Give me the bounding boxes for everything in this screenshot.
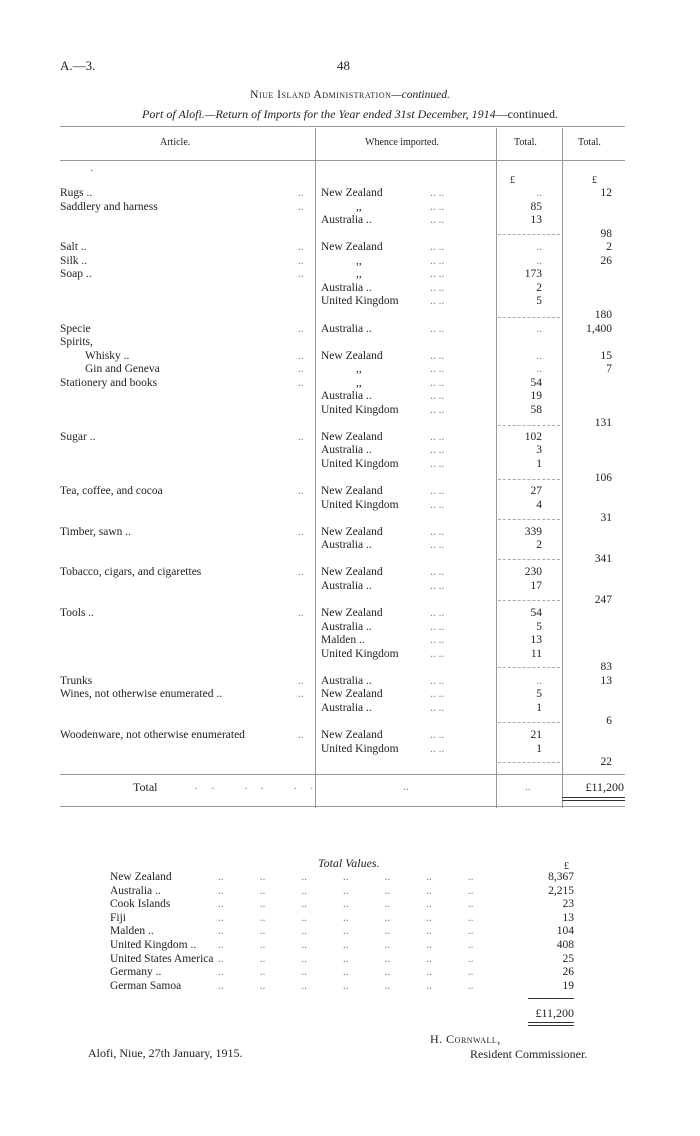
whence-cell: United Kingdom — [321, 458, 399, 470]
article-cell: Wines, not otherwise enumerated .. — [60, 688, 223, 700]
total-2-cell: 13 — [600, 675, 612, 687]
country-name: Germany .. — [110, 966, 162, 979]
subtotal-rule — [498, 667, 560, 668]
leader-dots: .. .. — [430, 323, 445, 335]
total-1-cell: 1 — [536, 702, 542, 714]
subtotal-rule — [498, 762, 560, 763]
leader-dots: .. .. — [430, 499, 445, 511]
leader-dots: .. .. .. .. .. .. .. — [218, 966, 474, 979]
total-1-cell: 54 — [530, 607, 542, 619]
total-1-cell: .. — [536, 255, 542, 267]
article-cell: Woodenware, not otherwise enumerated — [60, 729, 245, 741]
signatory-name: H. Cornwall, — [430, 1032, 501, 1046]
whence-cell: Australia .. — [321, 444, 372, 456]
whence-cell: ,, — [356, 377, 362, 389]
total-2-cell: 83 — [600, 661, 612, 673]
leader-dots: .. .. — [430, 634, 445, 646]
leader-dots: .. — [298, 607, 304, 619]
total-values-rule — [528, 998, 574, 999]
whence-cell: New Zealand — [321, 729, 383, 741]
total-1-cell: 5 — [536, 621, 542, 633]
leader-dots: .. — [298, 255, 304, 267]
double-rule — [528, 1025, 574, 1026]
country-name: United States America — [110, 952, 214, 965]
leader-dots: .. .. — [430, 404, 445, 416]
whence-cell: ,, — [356, 268, 362, 280]
total-1-cell: 13 — [530, 214, 542, 226]
leader-dots: .. .. — [430, 377, 445, 389]
total-2-cell: 247 — [594, 594, 612, 606]
total-1-cell: 27 — [530, 485, 542, 497]
total-1-cell: 85 — [530, 201, 542, 213]
double-rule — [528, 1022, 574, 1023]
leader-dots: .. .. — [430, 282, 445, 294]
leader-dots: .. .. — [430, 431, 445, 443]
country-value: 23 — [562, 898, 574, 911]
total-1-cell: 4 — [536, 499, 542, 511]
column-header-total-2: Total. — [578, 137, 601, 148]
leader-dots: .. .. — [430, 201, 445, 213]
leader-dots: .. .. — [430, 526, 445, 538]
leader-dots: .. — [298, 688, 304, 700]
total-1-cell: 5 — [536, 688, 542, 700]
subtotal-rule — [498, 722, 560, 723]
leader-dots: .. — [298, 485, 304, 497]
total-2-cell: 180 — [594, 309, 612, 321]
total-2-cell: 15 — [600, 350, 612, 362]
total-1-cell: 1 — [536, 743, 542, 755]
leader-dots: .. .. .. .. .. .. .. — [218, 884, 474, 897]
country-name: Australia .. — [110, 884, 161, 897]
total-1-cell: .. — [536, 363, 542, 375]
leader-dots: .. — [298, 431, 304, 443]
total-label: Total — [133, 780, 158, 794]
country-value: 2,215 — [548, 884, 574, 897]
whence-cell: Australia .. — [321, 214, 372, 226]
leader-dots: .. .. — [430, 702, 445, 714]
total-1-cell: .. — [536, 241, 542, 253]
leader-dots: .. .. .. — [195, 781, 327, 792]
total-1-cell: 102 — [524, 431, 542, 443]
total-1-cell: 11 — [530, 648, 542, 660]
country-value: 408 — [556, 939, 574, 951]
title-suffix: —continued. — [391, 89, 450, 101]
subtitle-return: —Return of Imports for the Year ended 31st December, 1914 — [204, 107, 496, 121]
whence-cell: United Kingdom — [321, 743, 399, 755]
signatory-title: Resident Commissioner. — [470, 1047, 588, 1061]
article-cell: Silk .. — [60, 255, 88, 267]
page-title — [0, 89, 700, 101]
country-name: German Samoa — [110, 979, 182, 992]
total-2-cell: 341 — [594, 553, 612, 565]
leader-dots: .. .. — [430, 607, 445, 619]
column-header-article: Article. — [160, 137, 191, 148]
leader-dots: .. — [298, 268, 304, 280]
leader-dots: .. — [298, 363, 304, 375]
total-2-cell: 2 — [606, 241, 612, 253]
total-1-cell: .. — [536, 675, 542, 687]
leader-dots: .. .. — [430, 268, 445, 280]
leader-dots: .. .. — [430, 743, 445, 755]
article-cell: Timber, sawn .. — [60, 526, 131, 538]
article-cell: Soap .. — [60, 268, 92, 280]
subtotal-rule — [498, 234, 560, 235]
leader-dots: .. .. — [430, 458, 445, 470]
total-2-cell: 131 — [594, 417, 612, 429]
whence-cell: New Zealand — [321, 187, 383, 199]
article-cell: Tobacco, cigars, and cigarettes — [60, 566, 202, 578]
total-values-currency: £ — [564, 861, 569, 872]
article-cell: Salt .. — [60, 241, 87, 253]
total-2-cell: 98 — [600, 228, 612, 240]
article-cell: Rugs .. — [60, 187, 93, 199]
leader-dots: .. — [298, 526, 304, 538]
whence-cell: ,, — [356, 363, 362, 375]
subtotal-rule — [498, 479, 560, 480]
leader-dots: .. .. — [430, 566, 445, 578]
column-header-whence: Whence imported. — [365, 137, 439, 148]
article-cell: Whisky .. — [85, 350, 130, 362]
total-1-cell: 339 — [524, 526, 542, 538]
leader-dots: .. .. — [430, 621, 445, 633]
whence-cell: New Zealand — [321, 526, 383, 538]
leader-dots: .. .. .. .. .. .. .. — [218, 939, 474, 951]
whence-cell: Malden .. — [321, 634, 365, 646]
leader-dots: .. — [298, 241, 304, 253]
leader-dots: .. .. — [430, 214, 445, 226]
total-2-cell: 26 — [600, 255, 612, 267]
total-1-cell: 54 — [530, 377, 542, 389]
currency-symbol-2: £ — [592, 175, 597, 186]
currency-symbol-1: £ — [510, 175, 515, 186]
whence-cell: New Zealand — [321, 241, 383, 253]
leader-dots: .. .. — [430, 580, 445, 592]
document-reference: A.—3. — [60, 58, 96, 73]
leader-dots: .. .. — [430, 363, 445, 375]
leader-dots: .. .. .. .. .. .. .. — [218, 911, 474, 924]
country-name: Malden .. — [110, 925, 154, 938]
leader-dots: .. .. — [430, 675, 445, 687]
whence-cell: ,, — [356, 201, 362, 213]
total-1-cell: 3 — [536, 444, 542, 456]
total-1-cell: 19 — [530, 390, 542, 402]
whence-cell: United Kingdom — [321, 295, 399, 307]
total-1-cell: 58 — [530, 404, 542, 416]
total-t1: .. — [525, 781, 531, 793]
leader-dots: .. .. — [430, 485, 445, 497]
whence-cell: New Zealand — [321, 607, 383, 619]
leader-dots: .. .. .. .. .. .. .. — [218, 979, 474, 992]
leader-dots: .. .. — [430, 688, 445, 700]
leader-dots: .. — [298, 350, 304, 362]
total-1-cell: 17 — [530, 580, 542, 592]
total-1-cell: 230 — [524, 566, 542, 578]
total-1-cell: 1 — [536, 458, 542, 470]
whence-cell: New Zealand — [321, 688, 383, 700]
leader-dots: .. — [298, 377, 304, 389]
country-value: 19 — [562, 979, 574, 992]
whence-cell: Australia .. — [321, 675, 372, 687]
whence-cell: United Kingdom — [321, 404, 399, 416]
whence-cell: Australia .. — [321, 580, 372, 592]
total-1-cell: .. — [536, 350, 542, 362]
total-2-cell: 12 — [600, 187, 612, 199]
article-cell: Specie — [60, 323, 91, 335]
whence-cell: Australia .. — [321, 282, 372, 294]
whence-cell: Australia .. — [321, 390, 372, 402]
header-rule — [60, 160, 625, 161]
place-and-date: Alofi, Niue, 27th January, 1915. — [88, 1046, 243, 1060]
subtotal-rule — [498, 519, 560, 520]
total-2-cell: 106 — [594, 472, 612, 484]
article-cell: Stationery and books — [60, 377, 158, 389]
total-1-cell: 2 — [536, 539, 542, 551]
country-name: Cook Islands — [110, 898, 171, 911]
leader-dots: .. — [298, 323, 304, 335]
page-subtitle — [0, 107, 700, 122]
subtotal-rule — [498, 317, 560, 318]
total-1-cell: 5 — [536, 295, 542, 307]
whence-cell: New Zealand — [321, 566, 383, 578]
whence-cell: Australia .. — [321, 621, 372, 633]
total-1-cell: 13 — [530, 634, 542, 646]
article-cell: Tea, coffee, and cocoa — [60, 485, 163, 497]
article-cell: Saddlery and harness — [60, 201, 158, 213]
leader-dots: .. — [298, 201, 304, 213]
country-value: 26 — [562, 966, 574, 979]
whence-cell: Australia .. — [321, 323, 372, 335]
subtotal-rule — [498, 559, 560, 560]
total-1-cell: 173 — [524, 268, 542, 280]
whence-cell: ,, — [356, 255, 362, 267]
subtitle-port: Port of Alofi. — [142, 107, 205, 121]
leader-dots: .. .. — [430, 539, 445, 551]
article-cell: Trunks — [60, 675, 93, 687]
whence-cell: United Kingdom — [321, 648, 399, 660]
total-2-cell: 6 — [606, 715, 612, 727]
leader-dots: .. .. .. .. .. .. .. — [218, 898, 474, 911]
subtotal-rule — [498, 425, 560, 426]
table-top-rule — [60, 126, 625, 127]
leader-dots: .. .. .. .. .. .. .. — [218, 871, 474, 883]
article-cell: Gin and Geneva — [85, 363, 160, 375]
country-name: Fiji — [110, 911, 126, 924]
country-name: United Kingdom .. — [110, 939, 197, 951]
leader-dots: .. .. — [430, 295, 445, 307]
subtitle-suffix: —continued. — [495, 107, 558, 121]
country-name: New Zealand — [110, 871, 172, 883]
total-1-cell: .. — [536, 187, 542, 199]
title-main: Niue Island Administration — [250, 89, 392, 101]
leader-dots: .. .. — [430, 729, 445, 741]
whence-cell: New Zealand — [321, 350, 383, 362]
total-2-cell: 1,400 — [586, 323, 612, 335]
leader-dots: .. .. — [430, 255, 445, 267]
page-number: 48 — [337, 58, 350, 73]
total-2-cell: 7 — [606, 363, 612, 375]
leader-dots: .. .. .. .. .. .. .. — [218, 952, 474, 965]
column-divider — [315, 128, 316, 808]
leader-dots: .. .. .. .. .. .. .. — [218, 925, 474, 938]
article-cell: Sugar .. — [60, 431, 96, 443]
grand-total-value: £11,200 — [585, 780, 624, 794]
double-rule — [562, 797, 625, 798]
country-value: 25 — [562, 952, 574, 965]
whence-cell: New Zealand — [321, 485, 383, 497]
leader-dots: .. .. — [430, 390, 445, 402]
whence-cell: Australia .. — [321, 539, 372, 551]
total-whence: .. — [403, 781, 409, 793]
article-cell: Tools .. — [60, 607, 95, 619]
country-value: 13 — [562, 911, 574, 924]
subtotal-rule — [498, 600, 560, 601]
leader-dots: .. — [298, 675, 304, 687]
article-cell: Spirits, — [60, 336, 93, 348]
stray-mark: · — [90, 166, 94, 177]
leader-dots: .. .. — [430, 444, 445, 456]
country-value: 104 — [556, 925, 574, 938]
leader-dots: .. .. — [430, 241, 445, 253]
leader-dots: .. .. — [430, 350, 445, 362]
leader-dots: .. .. — [430, 187, 445, 199]
total-1-cell: 2 — [536, 282, 542, 294]
total-rule — [60, 774, 625, 775]
total-1-cell: .. — [536, 323, 542, 335]
total-1-cell: 21 — [530, 729, 542, 741]
column-divider — [496, 128, 497, 808]
total-2-cell: 31 — [600, 512, 612, 524]
whence-cell: Australia .. — [321, 702, 372, 714]
leader-dots: .. .. — [430, 648, 445, 660]
column-header-total-1: Total. — [514, 137, 537, 148]
double-rule — [562, 800, 625, 801]
leader-dots: .. — [298, 187, 304, 199]
leader-dots: .. — [298, 729, 304, 741]
whence-cell: New Zealand — [321, 431, 383, 443]
table-bottom-rule — [60, 806, 625, 807]
whence-cell: United Kingdom — [321, 499, 399, 511]
total-values-heading: Total Values. — [318, 856, 380, 870]
leader-dots: .. — [298, 566, 304, 578]
total-2-cell: 22 — [600, 756, 612, 768]
country-value: 8,367 — [548, 871, 574, 883]
total-values-grand-total: £11,200 — [535, 1006, 574, 1020]
